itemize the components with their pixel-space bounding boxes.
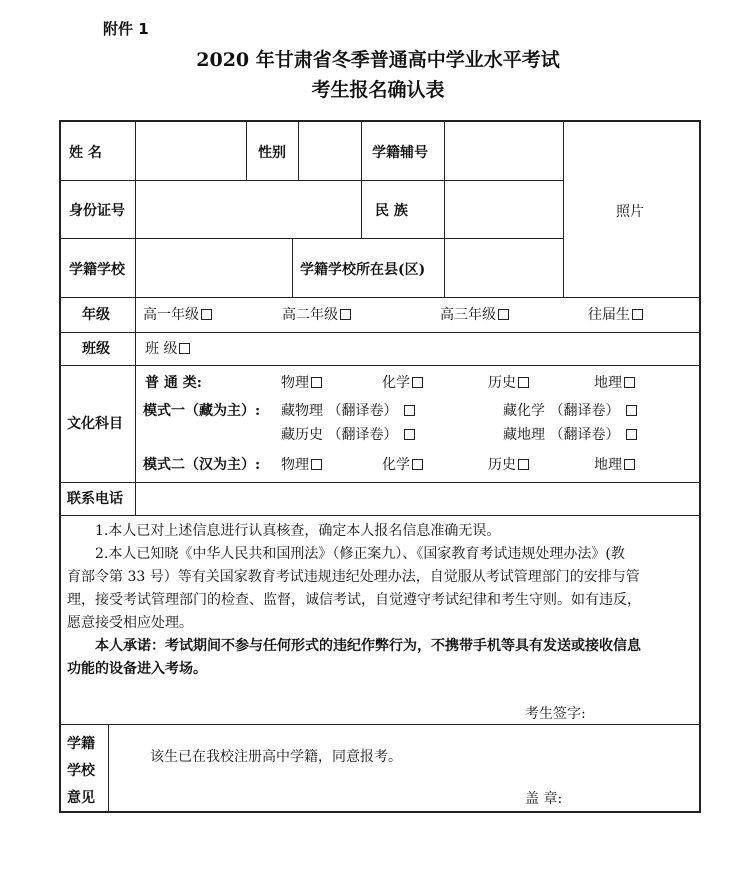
checkbox[interactable] — [412, 377, 423, 388]
photo-box[interactable] — [565, 123, 698, 296]
mode2-chemistry[interactable]: 化学 — [382, 456, 423, 474]
checkbox[interactable] — [201, 309, 212, 320]
id-number-label: 身份证号 — [69, 203, 125, 219]
school-label: 学籍学校 — [69, 262, 125, 278]
attachment-label: 附件 1 — [103, 20, 149, 38]
checkbox[interactable] — [340, 309, 351, 320]
general-chemistry[interactable]: 化学 — [382, 374, 423, 392]
opinion-label-line-1: 学籍 — [67, 736, 95, 752]
school-county-label: 学籍学校所在县(区) — [300, 262, 426, 278]
mode2-history[interactable]: 历史 — [488, 456, 529, 474]
checkbox[interactable] — [404, 429, 415, 440]
student-id-field[interactable] — [446, 123, 562, 179]
mode1-chemistry[interactable]: 藏化学 （翻译卷） — [503, 402, 637, 420]
checkbox[interactable] — [179, 343, 190, 354]
checkbox[interactable] — [624, 377, 635, 388]
general-physics[interactable]: 物理 — [281, 374, 322, 392]
grade-option-3[interactable]: 高三年级 — [440, 306, 509, 324]
phone-field[interactable] — [137, 484, 698, 514]
phone-label: 联系电话 — [67, 491, 123, 507]
form-title: 2020 年甘肃省冬季普通高中学业水平考试 — [196, 49, 560, 71]
checkbox[interactable] — [518, 377, 529, 388]
checkbox[interactable] — [412, 459, 423, 470]
checkbox[interactable] — [632, 309, 643, 320]
grade-option-1[interactable]: 高一年级 — [143, 306, 212, 324]
declaration-item-2-line-4: 愿意接受相应处理。 — [67, 615, 193, 631]
mode2-physics[interactable]: 物理 — [281, 456, 322, 474]
declaration-item-2-line-1: 2.本人已知晓《中华人民共和国刑法》（修正案九）、《国家教育考试违规处理办法》(教 — [95, 546, 625, 562]
ethnicity-field[interactable] — [446, 182, 562, 237]
school-county-field[interactable] — [446, 240, 562, 296]
mode1-label: 模式一（藏为主）: — [143, 403, 261, 419]
checkbox[interactable] — [311, 459, 322, 470]
subjects-label: 文化科目 — [67, 416, 123, 432]
declaration-item-2-line-2: 育部令第 33 号）等有关国家教育考试违规违纪处理办法，自觉服从考试管理部门的安排与管 — [67, 569, 640, 585]
signature-field[interactable] — [595, 700, 695, 722]
general-geography[interactable]: 地理 — [594, 374, 635, 392]
checkbox[interactable] — [498, 309, 509, 320]
ethnicity-label: 民 族 — [375, 203, 408, 219]
general-history[interactable]: 历史 — [488, 374, 529, 392]
grade-label: 年级 — [82, 307, 110, 323]
class-label: 班级 — [82, 341, 110, 357]
id-number-field[interactable] — [137, 182, 360, 237]
student-id-label: 学籍辅号 — [372, 145, 428, 161]
mode1-physics[interactable]: 藏物理 （翻译卷） — [281, 402, 415, 420]
promise-line-1: 本人承诺：考试期间不参与任何形式的违纪作弊行为，不携带手机等具有发送或接收信息 — [95, 638, 641, 654]
declaration-item-2-line-3: 理，接受考试管理部门的检查、监督，诚信考试，自觉遵守考试纪律和考生守则。如有违反， — [67, 592, 641, 608]
promise-line-2: 功能的设备进入考场。 — [67, 661, 207, 677]
photo-label: 照片 — [616, 204, 644, 220]
general-category-label: 普 通 类: — [145, 375, 202, 391]
declaration-item-1: 1.本人已对上述信息进行认真核查，确定本人报名信息准确无误。 — [95, 523, 501, 539]
opinion-label-line-3: 意见 — [67, 790, 95, 806]
mode2-geography[interactable]: 地理 — [594, 456, 635, 474]
mode1-history[interactable]: 藏历史 （翻译卷） — [281, 426, 415, 444]
checkbox[interactable] — [624, 459, 635, 470]
grade-option-4[interactable]: 往届生 — [588, 306, 643, 324]
checkbox[interactable] — [626, 405, 637, 416]
checkbox[interactable] — [311, 377, 322, 388]
form-subtitle: 考生报名确认表 — [311, 79, 445, 101]
gender-label: 性别 — [258, 145, 286, 161]
school-field[interactable] — [137, 240, 291, 296]
mode1-geography[interactable]: 藏地理 （翻译卷） — [503, 426, 637, 444]
checkbox[interactable] — [404, 405, 415, 416]
checkbox[interactable] — [518, 459, 529, 470]
name-label: 姓 名 — [69, 145, 102, 161]
checkbox[interactable] — [626, 429, 637, 440]
signature-label: 考生签字: — [525, 706, 586, 722]
name-field[interactable] — [137, 123, 245, 179]
mode2-label: 模式二（汉为主）: — [143, 457, 261, 473]
gender-field[interactable] — [300, 123, 360, 179]
opinion-text: 该生已在我校注册高中学籍，同意报考。 — [150, 749, 402, 765]
opinion-label-line-2: 学校 — [67, 763, 95, 779]
grade-option-2[interactable]: 高二年级 — [282, 306, 351, 324]
class-option[interactable]: 班 级 — [145, 340, 190, 358]
stamp-label: 盖 章: — [525, 791, 563, 807]
